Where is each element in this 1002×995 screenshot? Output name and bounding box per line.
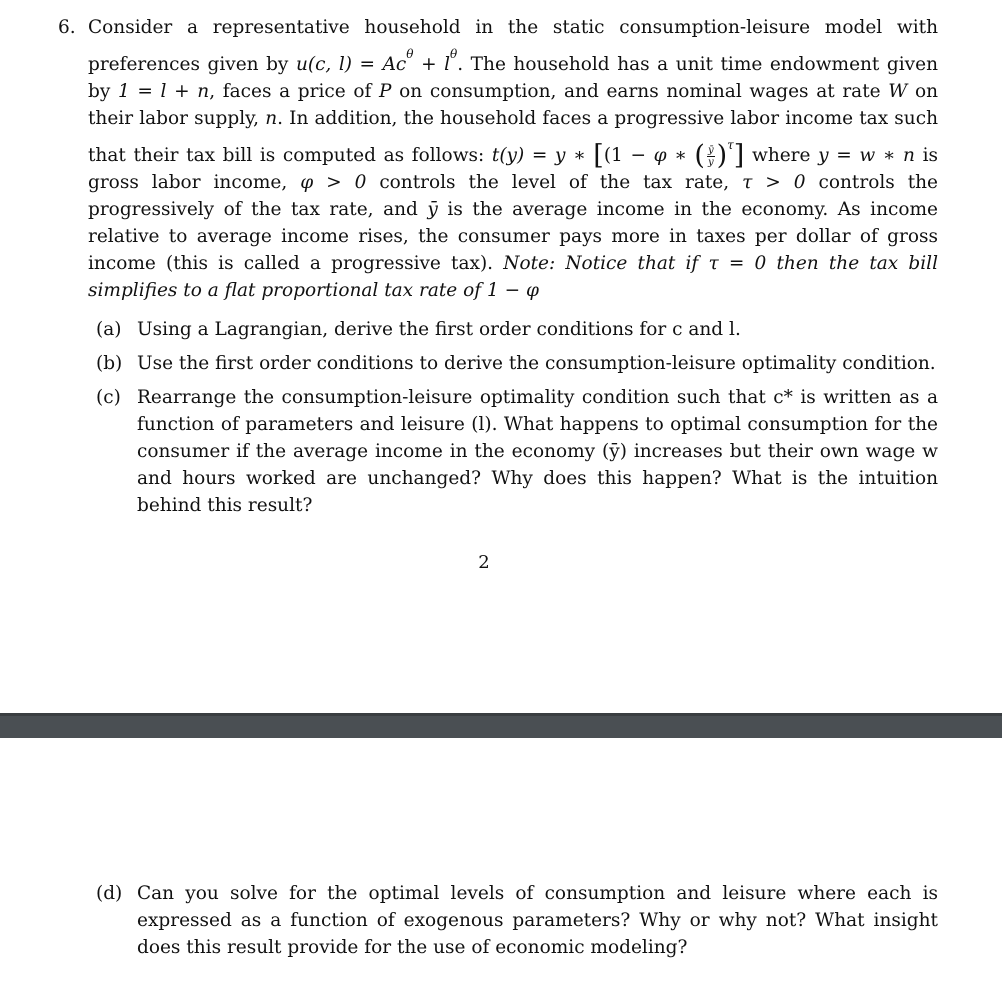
- income-ratio-fraction: $\frac{ȳ}{y}$: [707, 144, 714, 168]
- part-a: (a) Using a Lagrangian, derive the first order conditions for c and l.: [96, 319, 741, 340]
- page-number: 2: [478, 552, 490, 573]
- page-divider: [0, 713, 1002, 738]
- question-6: [58, 14, 938, 304]
- flat-tax-note: Note: Notice that if τ = 0 then the tax bill simplifies to a flat proportional tax rate of 1 − φ: [88, 253, 938, 301]
- wage-symbol: W: [888, 81, 908, 102]
- phi-condition: φ > 0: [300, 172, 367, 193]
- time-endowment-equation: 1 = l + n: [117, 81, 210, 102]
- average-income-symbol: ȳ: [427, 199, 438, 220]
- utility-function: u(c, $l) = Ac^\theta + l^\theta$: [295, 47, 458, 75]
- question-body: Consider a representative household in the static consumption-leisure model with preferences given by u(c, $l) = Ac^\theta + l^\theta$. The household has a unit time endowment given by 1 = l + n, faces a price of P on consumption, and earns nominal wages at rate W on their labor supply, n. In addition, the household faces a progressive labor income tax such that their tax bill is computed as follows: t(y) = y ∗ [(1 − φ ∗ ( $\frac{ȳ}{y}$ )$^\tau$] where y = w ∗ n is gross labor income, φ > 0 controls the level of the tax rate, τ > 0 controls the progressively of the tax rate, and ȳ is the average income in the economy. As income relative to average income rises, the consumer pays more in taxes per dollar of gross income (this is called a progressive tax). Note: Notice that if τ = 0 then the tax bill simplifies to a flat proportional tax rate of 1 − φ: [88, 17, 939, 301]
- part-d: (d) Can you solve for the optimal levels of consumption and leisure where each is expressed as a function of exogenous parameters? Why or why not? What insight does this result provide for the use of economic modeling?: [96, 883, 938, 958]
- labor-symbol: n: [265, 108, 278, 129]
- part-b: (b) Use the first order conditions to derive the consumption-leisure optimality condition.: [96, 353, 936, 374]
- part-c: (c) Rearrange the consumption-leisure optimality condition such that c* is written as a function of parameters and leisure (l). What happens to optimal consumption for the consumer if the average income in the economy (ȳ) increases but their own wage w and hours worked are unchanged? Why does this happen? What is the intuition behind this result?: [96, 387, 938, 516]
- gross-income-equation: y = w ∗ n: [818, 145, 915, 166]
- question-number: 6.: [58, 17, 76, 38]
- tau-condition: τ > 0: [742, 172, 806, 193]
- question-parts: [96, 316, 938, 519]
- price-symbol: P: [379, 81, 392, 102]
- tax-formula: t(y) = y ∗ [(1 − φ ∗ ( $\frac{ȳ}{y}$ )$^\tau$]: [491, 138, 745, 171]
